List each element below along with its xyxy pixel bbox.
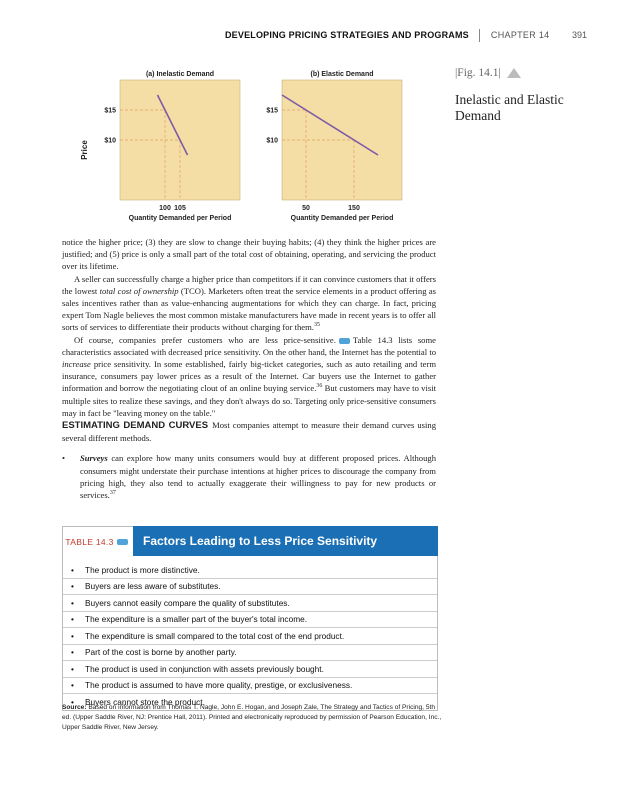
table-row-text: The product is more distinctive. bbox=[85, 564, 200, 575]
table-row-text: Buyers cannot store the product. bbox=[85, 696, 205, 707]
chart-title: (b) Elastic Demand bbox=[310, 71, 374, 78]
table-row-bullet: • bbox=[71, 597, 74, 608]
page-number: 391 bbox=[571, 29, 587, 40]
table-body bbox=[62, 556, 438, 711]
table-row-bullet: • bbox=[71, 564, 74, 575]
paragraph-3 bbox=[62, 334, 436, 419]
x-tick-label: 105 bbox=[174, 205, 186, 212]
running-head-chapter: CHAPTER 14 bbox=[490, 29, 550, 40]
table-row bbox=[63, 612, 437, 629]
table-row-bullet: • bbox=[71, 581, 74, 592]
y-tick-label: $15 bbox=[266, 107, 278, 115]
section-heading: ESTIMATING DEMAND CURVES bbox=[62, 420, 209, 432]
table-row-text: Buyers cannot easily compare the quality of substitutes. bbox=[85, 597, 290, 608]
paragraph-3-text-c: price sensitivity. In some established, fairly big-ticket categories, such as auto retailing and term insurance, consumers pay lower prices as a result of the Internet. Car buyers use the Internet to gather information and borrow the negotiating clout of an online buying service. bbox=[62, 359, 436, 394]
y-tick-label: $10 bbox=[104, 137, 116, 145]
figure-charts bbox=[80, 65, 420, 225]
table-row-text: The product is assumed to have more quality, prestige, or exclusiveness. bbox=[85, 680, 353, 691]
running-head-divider bbox=[479, 29, 480, 42]
section-intro: Most companies attempt to measure their demand curves using several different methods. bbox=[62, 420, 436, 444]
table-14-3 bbox=[62, 526, 438, 711]
table-source bbox=[62, 703, 442, 733]
paragraph-2-text-a: A seller can successfully charge a higher price than competitors if it can convince customers that it offers the lowest bbox=[62, 273, 436, 296]
figure-label bbox=[455, 67, 521, 79]
paragraph-3-text-d: But customers may have to visit multiple sites to realize these savings, and they don't always do so. Targeting only price-sensitive consumers may in fact be "leaving money on the table." bbox=[62, 383, 436, 418]
table-row-bullet: • bbox=[71, 614, 74, 625]
bullet-term: Surveys bbox=[80, 453, 108, 464]
table-row-text: Buyers are less aware of substitutes. bbox=[85, 581, 221, 592]
paragraph-3-text-a: Of course, companies prefer customers who are less price-sensitive. bbox=[74, 334, 336, 345]
x-axis-label: Quantity Demanded per Period bbox=[128, 215, 232, 222]
footnote-ref-37[interactable]: 37 bbox=[109, 490, 116, 497]
running-head-title: DEVELOPING PRICING STRATEGIES AND PROGRAMS bbox=[224, 29, 469, 40]
chart-title: (a) Inelastic Demand bbox=[145, 71, 215, 78]
table-link-icon[interactable] bbox=[339, 338, 350, 344]
bullet-symbol: • bbox=[62, 453, 66, 464]
y-tick-label: $10 bbox=[266, 137, 278, 145]
table-row-bullet: • bbox=[71, 696, 74, 707]
body-text bbox=[62, 236, 436, 501]
table-row bbox=[63, 678, 437, 695]
bullet-item-surveys bbox=[62, 452, 436, 501]
table-row bbox=[63, 645, 437, 662]
paragraph-3-text-b: Table 14.3 lists some characteristics associated with decreased price sensitivity. On the other hand, the Internet has the potential to bbox=[62, 334, 436, 357]
x-tick-label: 100 bbox=[159, 205, 171, 212]
table-tag-icon[interactable] bbox=[117, 539, 128, 545]
footnote-ref-36[interactable]: 36 bbox=[316, 383, 323, 390]
section-estimating-demand bbox=[62, 419, 436, 444]
table-row-bullet: • bbox=[71, 630, 74, 641]
figure-caption: Inelastic and Elastic Demand bbox=[455, 92, 564, 123]
source-label: Source: bbox=[62, 704, 87, 711]
running-head bbox=[180, 29, 587, 45]
paragraph-1: notice the higher price; (3) they are slow to change their buying habits; (4) they think the higher prices are justified; and (5) price is only a small part of the total cost of obtaining, operating, and servicing the product over its lifetime. bbox=[62, 237, 436, 272]
table-row-text: The expenditure is a smaller part of the buyer's total income. bbox=[85, 614, 308, 625]
chart-elastic bbox=[266, 71, 402, 222]
table-row bbox=[63, 562, 437, 579]
paragraph-3-emphasis: increase bbox=[62, 359, 91, 370]
paragraph-2-emphasis: total cost of ownership bbox=[99, 285, 179, 296]
y-tick-label: $15 bbox=[104, 107, 116, 115]
table-row bbox=[63, 579, 437, 596]
table-row bbox=[63, 628, 437, 645]
table-row bbox=[63, 661, 437, 678]
paragraph-2-text-b: (TCO). Marketers often treat the service elements in a product offering as sales incentives rather than as value-enhancing augmentations for which they can charge. In fact, pricing expert Tom Nagle believes the most common mistake manufacturers have made in recent years is to offer all sorts of services to differentiate their products without charging for them. bbox=[62, 285, 436, 333]
table-row bbox=[63, 595, 437, 612]
x-tick-label: 50 bbox=[302, 205, 310, 212]
table-row-text: The expenditure is small compared to the total cost of the end product. bbox=[85, 630, 345, 641]
table-header bbox=[62, 526, 438, 556]
triangle-icon bbox=[507, 68, 521, 78]
table-row-text: Part of the cost is borne by another party. bbox=[85, 647, 237, 658]
y-axis-label: Price bbox=[80, 140, 89, 160]
table-row-bullet: • bbox=[71, 663, 74, 674]
source-text: Based on information from Thomas T. Nagle, John E. Hogan, and Joseph Zale, The Strategy and Tactics of Pricing, 5th ed. (Upper Saddle River, NJ: Prentice Hall, 2011). Printed and electronically reproduced by permission of Pearson Education, Inc., Upper Saddle River, New Jersey. bbox=[62, 704, 442, 731]
bullet-text: can explore how many units consumers would buy at different proposed prices. Although consumers might understate their purchase intentions at higher prices to discourage the company from pricing high, they also tend to actually exaggerate their willingness to pay for new products or services. bbox=[80, 453, 436, 501]
x-tick-label: 150 bbox=[348, 205, 360, 212]
paragraph-2 bbox=[62, 273, 436, 334]
table-tag bbox=[62, 526, 133, 556]
table-row-bullet: • bbox=[71, 647, 74, 658]
chart-inelastic bbox=[104, 71, 240, 222]
table-title: Factors Leading to Less Price Sensitivity bbox=[133, 526, 438, 556]
table-row-bullet: • bbox=[71, 680, 74, 691]
x-axis-label: Quantity Demanded per Period bbox=[290, 215, 394, 222]
table-tag-label: TABLE 14.3 bbox=[65, 536, 114, 547]
table-row-text: The product is used in conjunction with assets previously bought. bbox=[85, 663, 324, 674]
footnote-ref-35[interactable]: 35 bbox=[313, 322, 320, 329]
figure-number: |Fig. 14.1| bbox=[455, 67, 501, 79]
